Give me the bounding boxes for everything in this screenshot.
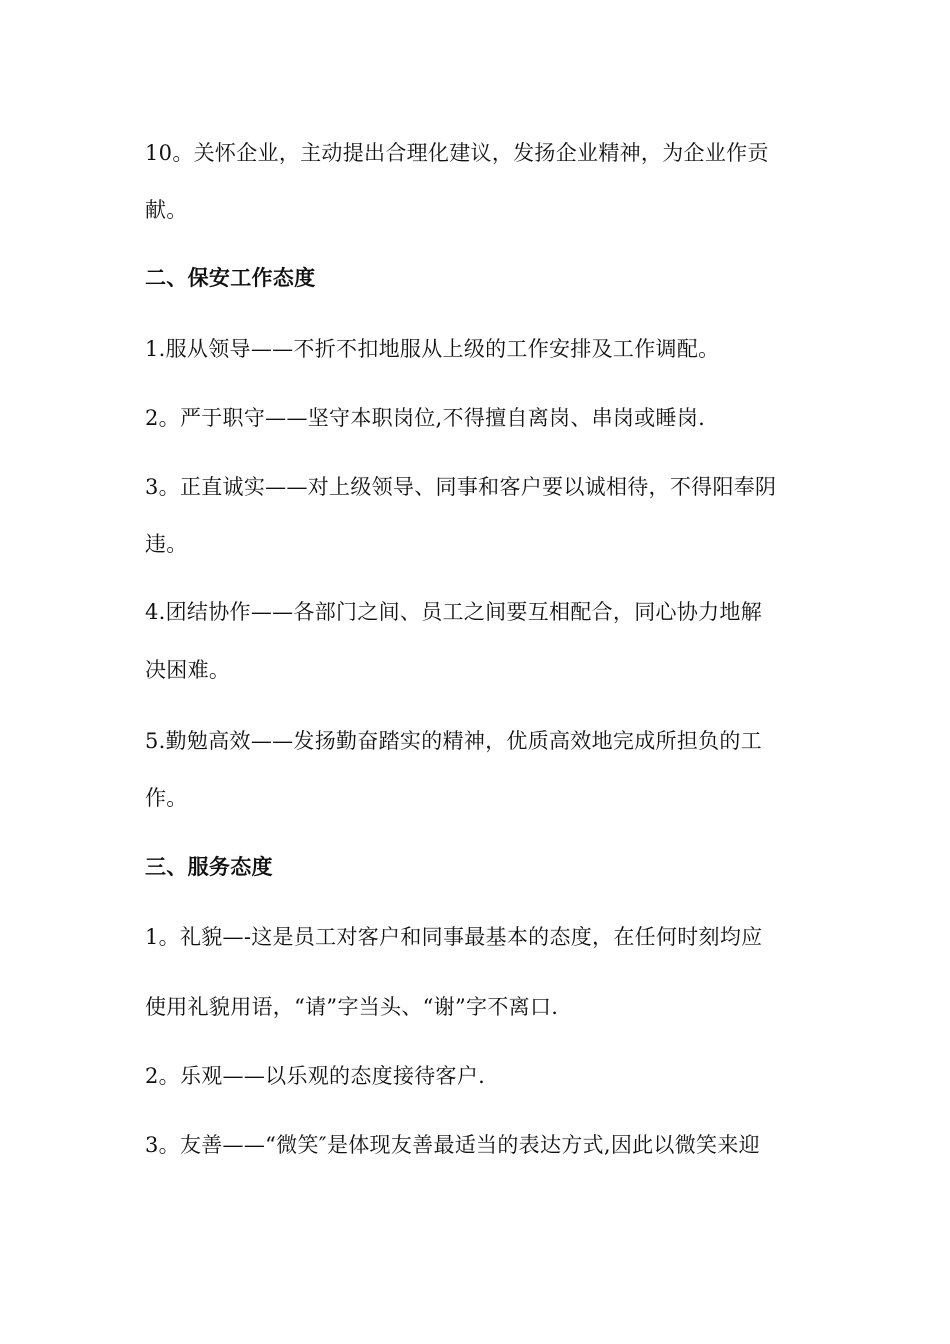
section-heading-service-attitude: 三、服务态度 [145,855,273,879]
paragraph-line-10-part2: 献。 [145,198,188,222]
paragraph-honesty-part1: 3。正直诚实——对上级领导、同事和客户要以诚相待，不得阳奉阴 [145,475,777,499]
paragraph-optimism: 2。乐观——以乐观的态度接待客户. [145,1064,486,1088]
paragraph-teamwork-part1: 4.团结协作——各部门之间、员工之间要互相配合，同心协力地解 [145,600,763,624]
paragraph-honesty-part2: 违。 [145,532,188,556]
paragraph-obey-leadership: 1.服从领导——不折不扣地服从上级的工作安排及工作调配。 [145,337,720,361]
paragraph-diligence-part1: 5.勤勉高效——发扬勤奋踏实的精神，优质高效地完成所担负的工 [145,729,763,753]
paragraph-teamwork-part2: 决困难。 [145,658,231,682]
paragraph-strict-duty: 2。严于职守——坚守本职岗位,不得擅自离岗、串岗或睡岗. [145,406,706,430]
paragraph-friendliness: 3。友善——“微笑″是体现友善最适当的表达方式,因此以微笑来迎 [145,1133,760,1157]
paragraph-courtesy-part2: 使用礼貌用语，“请”字当头、“谢”字不离口. [145,995,559,1019]
paragraph-courtesy-part1: 1。礼貌—-这是员工对客户和同事最基本的态度，在任何时刻均应 [145,925,763,949]
section-heading-security-attitude: 二、保安工作态度 [145,266,316,290]
paragraph-diligence-part2: 作。 [145,786,188,810]
paragraph-line-10-part1: 10。关怀企业，主动提出合理化建议，发扬企业精神，为企业作贡 [145,141,769,165]
